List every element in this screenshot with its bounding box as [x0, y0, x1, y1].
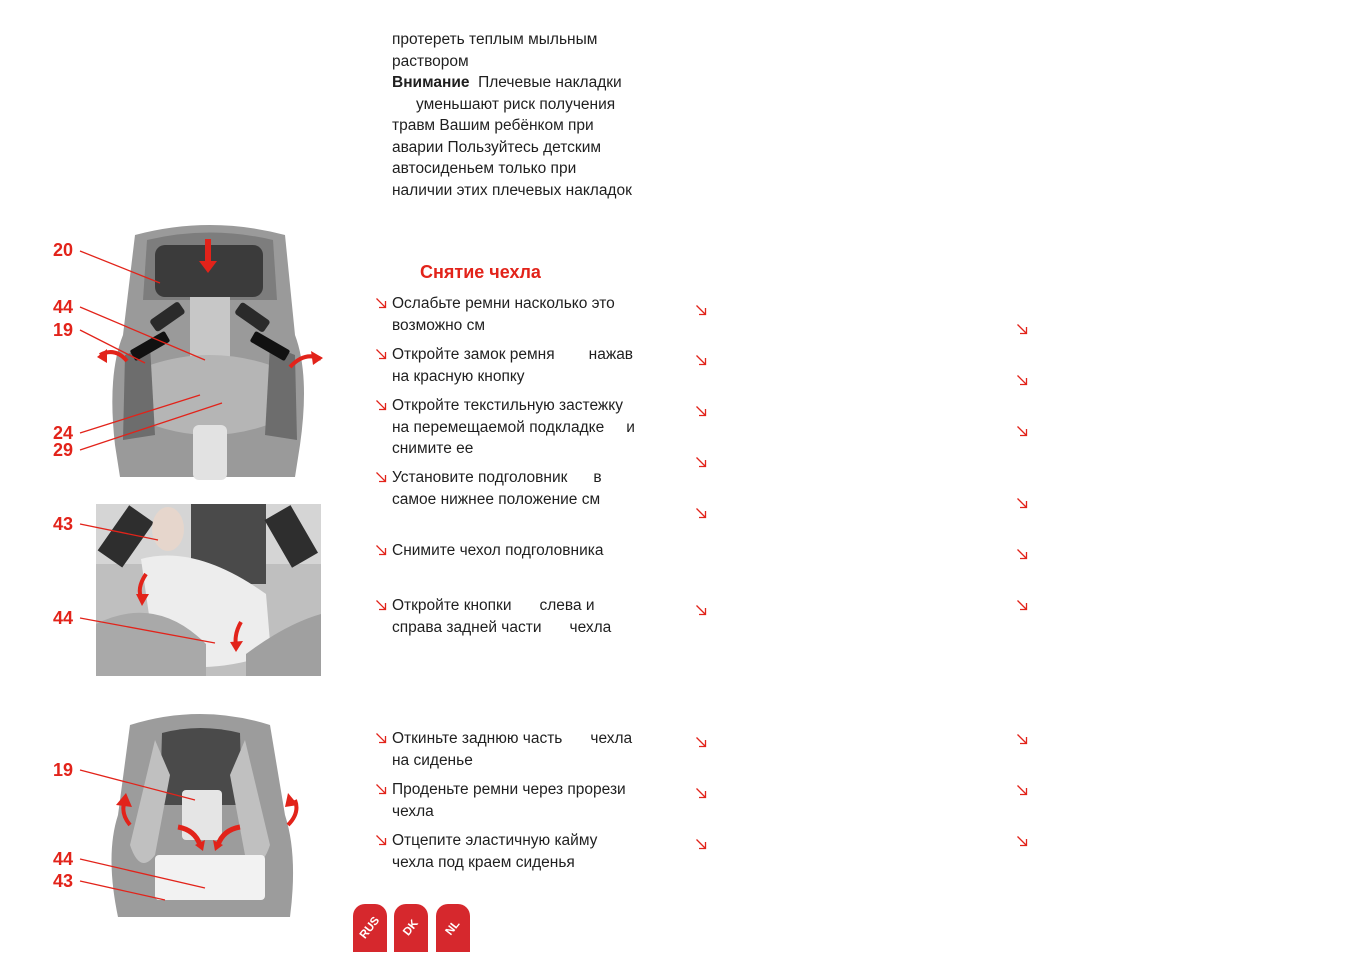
- intro-line: Плечевые накладки: [478, 74, 622, 91]
- arrow-down-right-icon: [374, 598, 390, 614]
- arrow-down-right-icon: [374, 470, 390, 486]
- callout-number: 19: [53, 760, 74, 780]
- intro-line: наличии этих плечевых накладок: [392, 181, 632, 199]
- step-item: Откройте замок ремня нажав на красную кнопку: [374, 344, 674, 387]
- arrow-down-right-icon: [374, 833, 390, 849]
- arrow-down-right-icon: [694, 455, 710, 471]
- arrow-down-right-icon: [694, 404, 710, 420]
- language-tab-dk[interactable]: [394, 904, 428, 952]
- intro-text: [392, 29, 682, 201]
- intro-line: аварии Пользуйтесь детским: [392, 138, 602, 156]
- intro-line: автосиденьем только при: [392, 160, 577, 177]
- callout-number: 43: [53, 514, 74, 534]
- arrow-down-right-icon: [374, 398, 390, 414]
- arrow-down-right-icon: [1015, 496, 1031, 512]
- step-item: Откиньте заднюю часть чехла на сиденье: [374, 728, 674, 771]
- arrow-down-right-icon: [694, 303, 710, 319]
- arrow-down-right-icon: [1015, 834, 1031, 850]
- leader-lines: [0, 0, 340, 954]
- arrow-down-right-icon: [374, 782, 390, 798]
- language-tab-label: DK: [401, 917, 421, 939]
- intro-line: уменьшают риск получения: [416, 95, 616, 113]
- step-item: Снимите чехол подголовника: [374, 540, 674, 562]
- intro-line: раствором: [392, 52, 469, 70]
- callout-number: 19: [53, 320, 74, 340]
- arrow-down-right-icon: [374, 296, 390, 312]
- arrow-down-right-icon: [1015, 598, 1031, 614]
- callout-number: 44: [53, 608, 74, 628]
- arrow-down-right-icon: [1015, 373, 1031, 389]
- callout-number: 43: [53, 871, 74, 891]
- arrow-down-right-icon: [694, 353, 710, 369]
- arrow-down-right-icon: [374, 543, 390, 559]
- step-item: Установите подголовник в самое нижнее положение см: [374, 467, 674, 510]
- section-title: Снятие чехла: [420, 262, 541, 282]
- callout-number: 44: [53, 849, 74, 869]
- step-item: Проденьте ремни через прорези чехла: [374, 779, 674, 822]
- step-item: Отцепите эластичную кайму чехла под краем сиденья: [374, 830, 674, 873]
- language-tab-label: RUS: [357, 914, 383, 942]
- warning-line: [392, 72, 682, 94]
- arrow-down-right-icon: [1015, 547, 1031, 563]
- intro-line: протереть теплым мыльным: [392, 31, 598, 48]
- arrow-down-right-icon: [694, 603, 710, 619]
- arrow-down-right-icon: [374, 731, 390, 747]
- arrow-down-right-icon: [694, 837, 710, 853]
- intro-line: травм Вашим ребёнком при: [392, 117, 594, 134]
- callout-number: 44: [53, 297, 74, 317]
- warning-label: Внимание: [392, 74, 470, 91]
- callout-number: 20: [53, 240, 74, 260]
- arrow-down-right-icon: [1015, 732, 1031, 748]
- language-tab-label: NL: [443, 918, 463, 938]
- arrow-down-right-icon: [374, 347, 390, 363]
- arrow-down-right-icon: [694, 735, 710, 751]
- arrow-down-right-icon: [694, 506, 710, 522]
- arrow-down-right-icon: [1015, 424, 1031, 440]
- callout-number: 24: [53, 423, 74, 443]
- language-tab-nl[interactable]: [436, 904, 470, 952]
- arrow-down-right-icon: [694, 786, 710, 802]
- language-tab-rus[interactable]: [353, 904, 387, 952]
- step-item: Откройте кнопки слева и справа задней части чехла: [374, 595, 674, 638]
- callout-number: 29: [53, 440, 74, 460]
- step-item: Откройте текстильную застежку на перемещаемой подкладке и снимите ее: [374, 395, 674, 460]
- arrow-down-right-icon: [1015, 322, 1031, 338]
- step-item: Ослабьте ремни насколько это возможно см: [374, 293, 674, 336]
- arrow-down-right-icon: [1015, 783, 1031, 799]
